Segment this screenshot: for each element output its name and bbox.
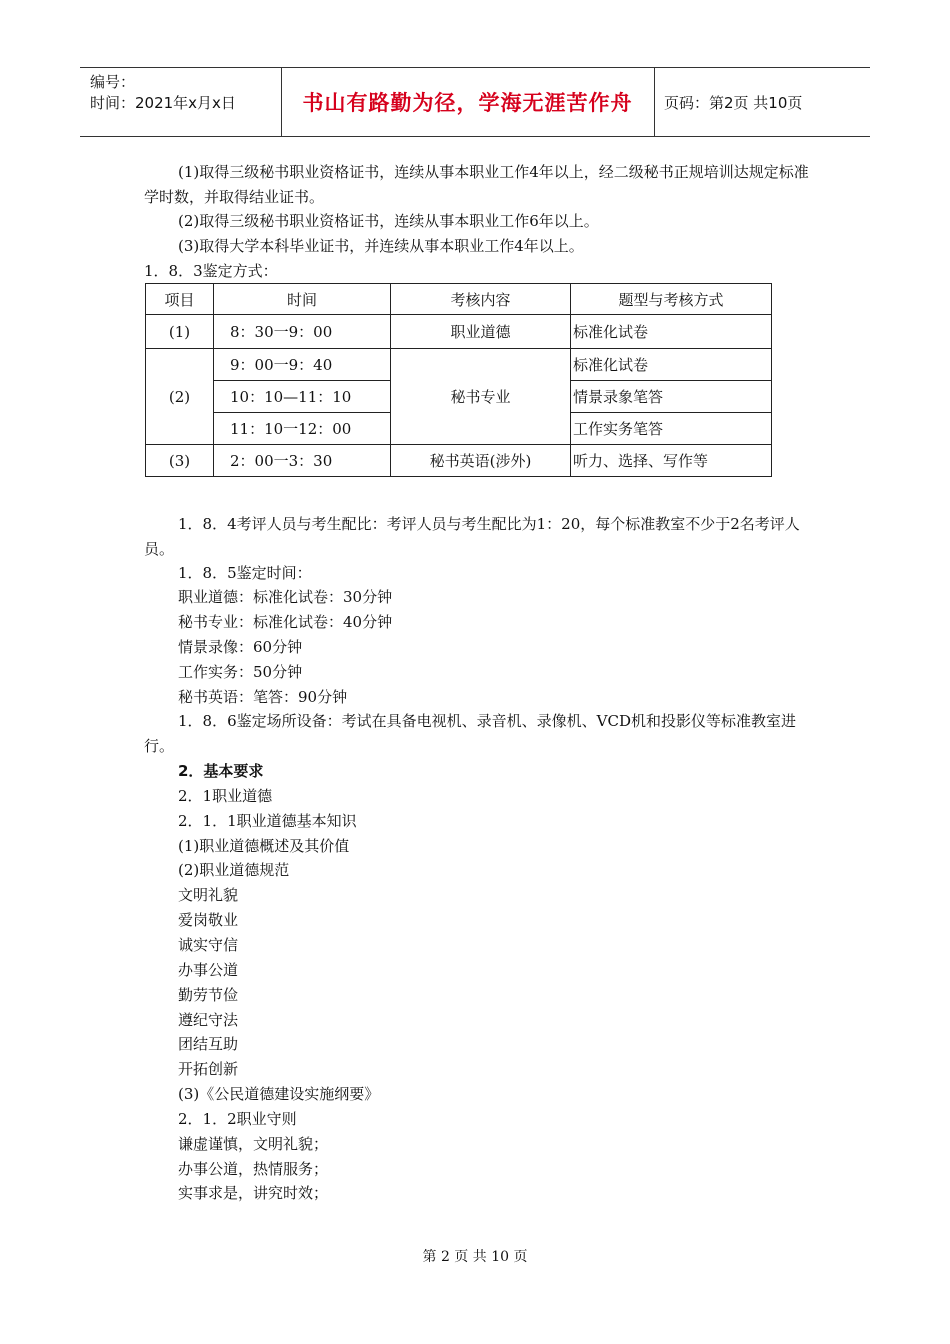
- table-cell-item: (1): [146, 315, 214, 349]
- list-item: 勤劳节俭: [178, 986, 239, 1004]
- condition-paragraph: (3)取得大学本科毕业证书，并连续从事本职业工作4年以上。: [178, 237, 584, 255]
- section-heading: 1．8．3鉴定方式：: [144, 262, 278, 280]
- duration-line: 情景录像：60分钟: [178, 638, 303, 656]
- table-cell-method: 标准化试卷: [571, 349, 772, 381]
- duration-line: 秘书专业：标准化试卷：40分钟: [178, 613, 393, 631]
- table-header-cell: 时间: [214, 284, 391, 315]
- document-number-label: 编号：: [90, 73, 136, 91]
- header-motto: 书山有路勤为径，学海无涯苦作舟: [302, 91, 633, 115]
- table-row: [146, 349, 772, 381]
- table-header-cell: 考核内容: [391, 284, 571, 315]
- table-cell-method: 听力、选择、写作等: [571, 445, 772, 477]
- table-cell-item: (3): [146, 445, 214, 477]
- page-footer: 第 2 页 共 10 页: [422, 1249, 528, 1265]
- list-item: 遵纪守法: [178, 1011, 239, 1029]
- list-item: 办事公道: [178, 961, 239, 979]
- table-cell-item: (2): [146, 349, 214, 445]
- table-cell-time: 8：30一9：00: [214, 315, 391, 349]
- header-page-number: 页码：第2页 共10页: [664, 93, 803, 112]
- list-item: 实事求是，讲究时效；: [178, 1184, 329, 1202]
- list-item: 文明礼貌: [178, 886, 239, 904]
- table-header-cell: 题型与考核方式: [571, 284, 772, 315]
- list-item: 开拓创新: [178, 1060, 239, 1078]
- list-item: (1)职业道德概述及其价值: [178, 837, 350, 855]
- duration-line: 工作实务：50分钟: [178, 663, 303, 681]
- section-heading: 2．1职业道德: [178, 787, 273, 805]
- list-item: 谦虚谨慎，文明礼貌；: [178, 1135, 329, 1153]
- list-item: 团结互助: [178, 1035, 239, 1053]
- list-item: (3)《公民道德建设实施纲要》: [178, 1085, 380, 1103]
- table-header-row: [146, 284, 772, 315]
- document-date-label: 时间：2021年x月x日: [90, 94, 236, 112]
- section-heading: 2．1．2职业守则: [178, 1110, 297, 1128]
- table-row: [146, 445, 772, 477]
- duration-line: 职业道德：标准化试卷：30分钟: [178, 588, 393, 606]
- section-heading: 2．1．1职业道德基本知识: [178, 812, 357, 830]
- table-cell-content: 秘书英语(涉外): [391, 445, 571, 477]
- table-cell-content: 秘书专业: [391, 349, 571, 445]
- table-cell-content: 职业道德: [391, 315, 571, 349]
- page-header: [80, 67, 870, 137]
- table-header-cell: 项目: [146, 284, 214, 315]
- exam-schedule-table: [145, 283, 772, 477]
- table-cell-method: 情景录象笔答: [571, 381, 772, 413]
- list-item: (2)职业道德规范: [178, 861, 290, 879]
- table-cell-time: 10：10—11：10: [214, 381, 391, 413]
- list-item: 爱岗敬业: [178, 911, 239, 929]
- condition-paragraph: (2)取得三级秘书职业资格证书，连续从事本职业工作6年以上。: [178, 212, 599, 230]
- table-cell-method: 标准化试卷: [571, 315, 772, 349]
- table-cell-time: 2：00一3：30: [214, 445, 391, 477]
- list-item: 办事公道，热情服务；: [178, 1160, 329, 1178]
- table-cell-method: 工作实务笔答: [571, 413, 772, 445]
- section-heading: 2．基本要求: [178, 762, 264, 780]
- table-row: [146, 315, 772, 349]
- header-meta: [90, 72, 236, 114]
- table-cell-time: 9：00一9：40: [214, 349, 391, 381]
- duration-line: 秘书英语：笔答：90分钟: [178, 688, 348, 706]
- condition-paragraph: (1)取得三级秘书职业资格证书，连续从事本职业工作4年以上，经二级秘书正规培训达规定标准学时数，并取得结业证书。: [144, 163, 809, 206]
- list-item: 诚实守信: [178, 936, 239, 954]
- table-cell-time: 11：10一12：00: [214, 413, 391, 445]
- section-heading: 1．8．5鉴定时间：: [178, 564, 312, 582]
- header-divider: [654, 68, 655, 136]
- venue-paragraph: 1．8．6鉴定场所设备：考试在具备电视机、录音机、录像机、VCD机和投影仪等标准教室进行。: [144, 712, 796, 755]
- ratio-paragraph: 1．8．4考评人员与考生配比：考评人员与考生配比为1：20，每个标准教室不少于2名考评人员。: [144, 515, 800, 558]
